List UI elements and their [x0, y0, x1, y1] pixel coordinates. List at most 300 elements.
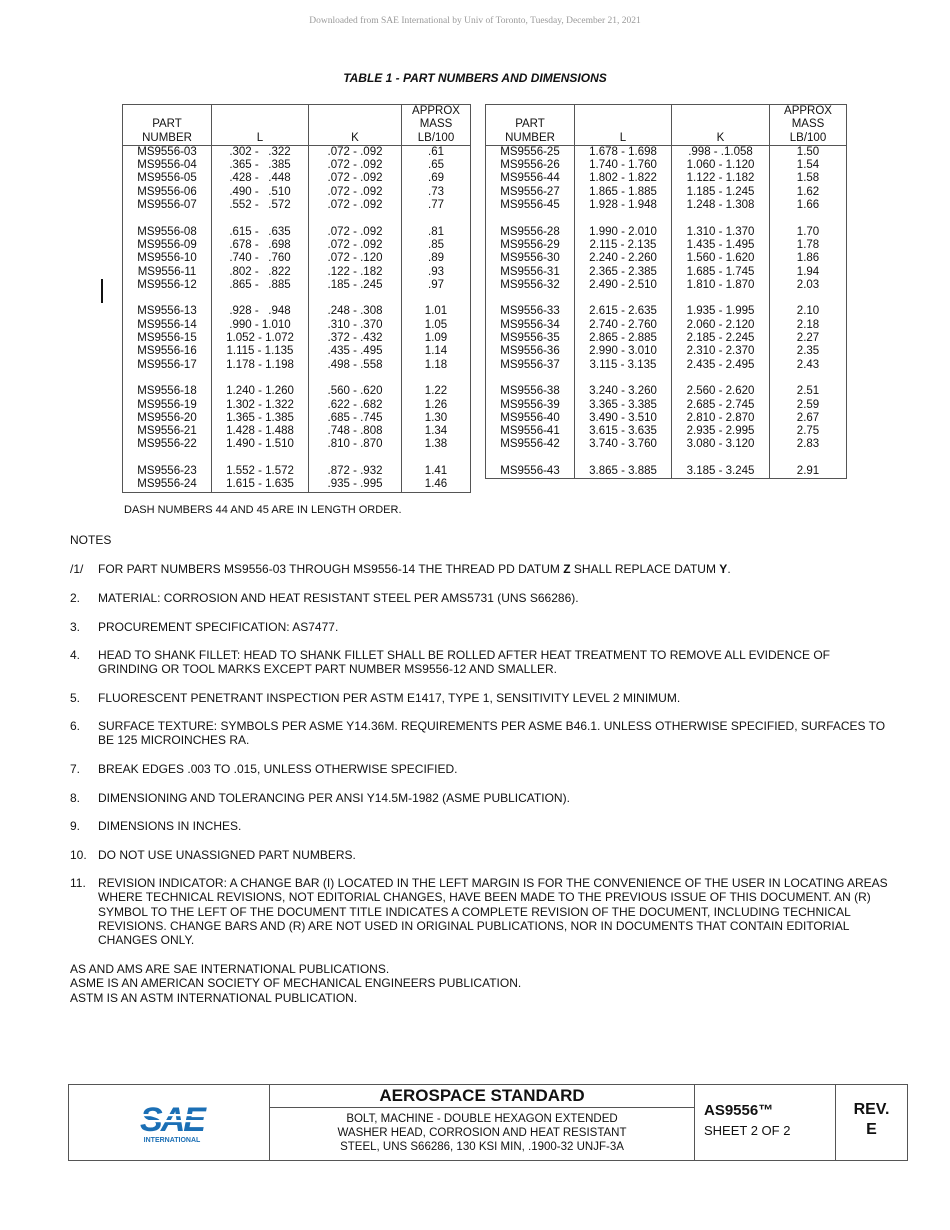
table-spacer-row: [123, 452, 471, 465]
k-cell: [309, 292, 402, 305]
mass-cell: 2.18: [770, 319, 847, 332]
l-cell: .678 - .698: [212, 239, 309, 252]
l-cell: 1.802 - 1.822: [575, 172, 672, 185]
table-row: [123, 332, 471, 345]
k-cell: .435 - .495: [309, 345, 402, 358]
table-row: [486, 279, 847, 292]
mass-cell: 2.43: [770, 359, 847, 372]
l-cell: [212, 452, 309, 465]
l-cell: .740 - .760: [212, 252, 309, 265]
part-number-cell: MS9556-39: [486, 399, 575, 412]
note-number: 6.: [70, 719, 81, 733]
table-row: [486, 478, 847, 479]
part-number-cell: MS9556-23: [123, 465, 212, 478]
mass-cell: [770, 292, 847, 305]
part-number-cell: MS9556-24: [123, 478, 212, 492]
table-row: [123, 252, 471, 265]
k-cell: [309, 372, 402, 385]
note-text: PROCUREMENT SPECIFICATION: AS7477.: [98, 620, 339, 634]
note-number: 9.: [70, 819, 81, 833]
change-bar: [101, 279, 103, 303]
mass-cell: .61: [402, 145, 471, 159]
part-number-cell: MS9556-16: [123, 345, 212, 358]
table-row: [486, 226, 847, 239]
l-cell: 2.615 - 2.635: [575, 305, 672, 318]
note-text: DIMENSIONING AND TOLERANCING PER ANSI Y14.5M-1982 (ASME PUBLICATION).: [98, 791, 570, 805]
mass-cell: 2.51: [770, 385, 847, 398]
mass-cell: .89: [402, 252, 471, 265]
col-mass: APPROX MASS LB/100: [770, 105, 847, 146]
table-spacer-row: [486, 452, 847, 465]
k-cell: 2.810 - 2.870: [672, 412, 770, 425]
l-cell: 2.990 - 3.010: [575, 345, 672, 358]
note-number: 7.: [70, 762, 81, 776]
table-row: [123, 266, 471, 279]
l-cell: .990 - 1.010: [212, 319, 309, 332]
sae-logo-icon: [137, 1099, 207, 1145]
l-cell: [575, 372, 672, 385]
part-number-cell: MS9556-27: [486, 186, 575, 199]
table-row: [123, 199, 471, 212]
k-cell: [672, 478, 770, 479]
k-cell: 2.685 - 2.745: [672, 399, 770, 412]
note-10: [70, 848, 890, 862]
note-text: DO NOT USE UNASSIGNED PART NUMBERS.: [98, 848, 356, 862]
col-part-number: PART NUMBER: [486, 105, 575, 146]
part-number-cell: [123, 212, 212, 225]
table-row: [123, 425, 471, 438]
k-cell: 2.435 - 2.495: [672, 359, 770, 372]
table-row: [123, 226, 471, 239]
col-part-number: PART NUMBER: [123, 105, 212, 146]
note-number: 10.: [70, 848, 87, 862]
l-cell: 3.115 - 3.135: [575, 359, 672, 372]
note-number: 3.: [70, 620, 81, 634]
l-cell: 3.740 - 3.760: [575, 438, 672, 451]
l-cell: 2.490 - 2.510: [575, 279, 672, 292]
table-spacer-row: [123, 292, 471, 305]
l-cell: .490 - .510: [212, 186, 309, 199]
table-title: TABLE 1 - PART NUMBERS AND DIMENSIONS: [343, 71, 607, 85]
l-cell: 1.052 - 1.072: [212, 332, 309, 345]
part-number-cell: MS9556-31: [486, 266, 575, 279]
k-cell: [672, 372, 770, 385]
k-cell: .998 - .1.058: [672, 145, 770, 159]
note-text: BREAK EDGES .003 TO .015, UNLESS OTHERWISE SPECIFIED.: [98, 762, 458, 776]
k-cell: .072 - .092: [309, 186, 402, 199]
l-cell: .615 - .635: [212, 226, 309, 239]
l-cell: [212, 372, 309, 385]
k-cell: 1.310 - 1.370: [672, 226, 770, 239]
l-cell: 3.365 - 3.385: [575, 399, 672, 412]
mass-cell: 1.41: [402, 465, 471, 478]
table-header-row: [486, 105, 847, 146]
mass-cell: 2.27: [770, 332, 847, 345]
rev-value: E: [866, 1121, 877, 1138]
k-cell: .560 - .620: [309, 385, 402, 398]
title-cell: [270, 1085, 695, 1160]
part-number-cell: MS9556-33: [486, 305, 575, 318]
title-block: [68, 1084, 908, 1161]
note-text: DIMENSIONS IN INCHES.: [98, 819, 242, 833]
mass-cell: 1.70: [770, 226, 847, 239]
table-row: [486, 412, 847, 425]
table-row: [486, 399, 847, 412]
part-table-left: [122, 104, 471, 493]
k-cell: 2.935 - 2.995: [672, 425, 770, 438]
doc-number-cell: [695, 1085, 836, 1160]
l-cell: 3.865 - 3.885: [575, 465, 672, 478]
k-cell: .122 - .182: [309, 266, 402, 279]
mass-cell: 1.58: [770, 172, 847, 185]
part-number-cell: MS9556-04: [123, 159, 212, 172]
table-row: [486, 319, 847, 332]
k-cell: 2.060 - 2.120: [672, 319, 770, 332]
part-number-cell: [123, 452, 212, 465]
mass-cell: [402, 292, 471, 305]
note-3: [70, 620, 890, 634]
part-number-cell: MS9556-03: [123, 145, 212, 159]
note-2: [70, 591, 890, 605]
mass-cell: .69: [402, 172, 471, 185]
part-number-cell: MS9556-41: [486, 425, 575, 438]
note-text: HEAD TO SHANK FILLET: HEAD TO SHANK FILLET SHALL BE ROLLED AFTER HEAT TREATMENT TO REMOVE ALL EVIDENCE OF GRINDING OR TOOL MARKS EXCEPT PART NUMBER MS9556-12 AND SMALLER.: [98, 648, 830, 677]
mass-cell: .65: [402, 159, 471, 172]
table-row: [486, 145, 847, 159]
note-11: [70, 876, 890, 947]
table-header-row: [123, 105, 471, 146]
table-row: [123, 159, 471, 172]
l-cell: 3.240 - 3.260: [575, 385, 672, 398]
mass-cell: [770, 478, 847, 479]
part-number-cell: MS9556-36: [486, 345, 575, 358]
k-cell: .372 - .432: [309, 332, 402, 345]
part-number-cell: [486, 478, 575, 479]
note-4: [70, 648, 890, 677]
part-number-cell: MS9556-11: [123, 266, 212, 279]
l-cell: 1.240 - 1.260: [212, 385, 309, 398]
l-cell: 1.678 - 1.698: [575, 145, 672, 159]
k-cell: .872 - .932: [309, 465, 402, 478]
mass-cell: 1.66: [770, 199, 847, 212]
note-number: 4.: [70, 648, 81, 662]
l-cell: 1.552 - 1.572: [212, 465, 309, 478]
part-number-cell: MS9556-25: [486, 145, 575, 159]
k-cell: .072 - .092: [309, 159, 402, 172]
table-row: [486, 199, 847, 212]
table-row: [123, 305, 471, 318]
mass-cell: 1.54: [770, 159, 847, 172]
k-cell: 2.310 - 2.370: [672, 345, 770, 358]
k-cell: .248 - .308: [309, 305, 402, 318]
table-row: [123, 145, 471, 159]
k-cell: 2.560 - 2.620: [672, 385, 770, 398]
part-number-cell: MS9556-06: [123, 186, 212, 199]
part-number-cell: MS9556-40: [486, 412, 575, 425]
notes-heading: NOTES: [70, 533, 112, 547]
part-number-cell: MS9556-29: [486, 239, 575, 252]
k-cell: 1.122 - 1.182: [672, 172, 770, 185]
table-row: [123, 465, 471, 478]
l-cell: .802 - .822: [212, 266, 309, 279]
part-number-cell: MS9556-35: [486, 332, 575, 345]
publication-line: ASME IS AN AMERICAN SOCIETY OF MECHANICAL ENGINEERS PUBLICATION.: [70, 976, 522, 991]
mass-cell: 1.34: [402, 425, 471, 438]
mass-cell: 1.38: [402, 438, 471, 451]
table-row: [123, 399, 471, 412]
k-cell: .685 - .745: [309, 412, 402, 425]
part-number-cell: [486, 452, 575, 465]
l-cell: [212, 292, 309, 305]
note-number: 2.: [70, 591, 81, 605]
rev-label: REV.: [853, 1101, 890, 1118]
l-cell: 1.178 - 1.198: [212, 359, 309, 372]
l-cell: 2.115 - 2.135: [575, 239, 672, 252]
note-6: [70, 719, 890, 748]
l-cell: 1.115 - 1.135: [212, 345, 309, 358]
l-cell: 1.615 - 1.635: [212, 478, 309, 492]
part-number-cell: MS9556-15: [123, 332, 212, 345]
note-5: [70, 691, 890, 705]
doc-number: AS9556™: [704, 1102, 774, 1119]
table-row: [123, 186, 471, 199]
table-row: [486, 305, 847, 318]
k-cell: .072 - .092: [309, 145, 402, 159]
k-cell: 1.560 - 1.620: [672, 252, 770, 265]
note-7: [70, 762, 890, 776]
mass-cell: 2.35: [770, 345, 847, 358]
l-cell: 1.865 - 1.885: [575, 186, 672, 199]
mass-cell: 1.86: [770, 252, 847, 265]
table-row: [123, 385, 471, 398]
k-cell: .310 - .370: [309, 319, 402, 332]
publication-line: AS AND AMS ARE SAE INTERNATIONAL PUBLICATIONS.: [70, 962, 390, 976]
l-cell: 2.365 - 2.385: [575, 266, 672, 279]
col-k: K: [309, 105, 402, 146]
part-number-cell: MS9556-20: [123, 412, 212, 425]
table-row: [486, 465, 847, 478]
k-cell: 1.435 - 1.495: [672, 239, 770, 252]
k-cell: 1.685 - 1.745: [672, 266, 770, 279]
k-cell: .622 - .682: [309, 399, 402, 412]
k-cell: [672, 212, 770, 225]
part-number-cell: MS9556-19: [123, 399, 212, 412]
note-text: MATERIAL: CORROSION AND HEAT RESISTANT STEEL PER AMS5731 (UNS S66286).: [98, 591, 579, 605]
l-cell: [575, 292, 672, 305]
k-cell: [309, 452, 402, 465]
mass-cell: [770, 212, 847, 225]
l-cell: 3.615 - 3.635: [575, 425, 672, 438]
l-cell: .428 - .448: [212, 172, 309, 185]
part-number-cell: MS9556-42: [486, 438, 575, 451]
table-row: [486, 425, 847, 438]
mass-cell: 1.22: [402, 385, 471, 398]
col-k: K: [672, 105, 770, 146]
mass-cell: [402, 452, 471, 465]
mass-cell: [770, 452, 847, 465]
standard-heading: AEROSPACE STANDARD: [270, 1085, 694, 1108]
mass-cell: [402, 372, 471, 385]
note-8: [70, 791, 890, 805]
dash-note: DASH NUMBERS 44 AND 45 ARE IN LENGTH ORDER.: [124, 504, 402, 516]
part-number-cell: MS9556-05: [123, 172, 212, 185]
l-cell: 1.365 - 1.385: [212, 412, 309, 425]
part-number-cell: MS9556-18: [123, 385, 212, 398]
l-cell: [575, 452, 672, 465]
k-cell: .072 - .092: [309, 226, 402, 239]
table-row: [123, 359, 471, 372]
l-cell: 1.428 - 1.488: [212, 425, 309, 438]
part-number-cell: MS9556-37: [486, 359, 575, 372]
table-spacer-row: [123, 212, 471, 225]
table-row: [123, 172, 471, 185]
table-spacer-row: [486, 292, 847, 305]
part-number-cell: [123, 292, 212, 305]
description-line: BOLT, MACHINE - DOUBLE HEXAGON EXTENDED: [346, 1113, 618, 1125]
part-number-cell: [123, 372, 212, 385]
mass-cell: 1.50: [770, 145, 847, 159]
publications: [70, 962, 521, 1005]
part-number-cell: MS9556-07: [123, 199, 212, 212]
mass-cell: 1.01: [402, 305, 471, 318]
part-number-cell: MS9556-22: [123, 438, 212, 451]
part-table-right: [485, 104, 847, 479]
l-cell: [212, 212, 309, 225]
sae-logo-cell: [69, 1085, 270, 1160]
table-spacer-row: [486, 212, 847, 225]
part-number-cell: MS9556-38: [486, 385, 575, 398]
part-number-cell: MS9556-17: [123, 359, 212, 372]
table-row: [123, 438, 471, 451]
k-cell: .072 - .120: [309, 252, 402, 265]
l-cell: [575, 212, 672, 225]
part-number-cell: MS9556-13: [123, 305, 212, 318]
l-cell: .365 - .385: [212, 159, 309, 172]
l-cell: 1.928 - 1.948: [575, 199, 672, 212]
publication-line: ASTM IS AN ASTM INTERNATIONAL PUBLICATION.: [70, 990, 358, 1005]
mass-cell: [402, 212, 471, 225]
mass-cell: [770, 372, 847, 385]
k-cell: [672, 452, 770, 465]
l-cell: 1.490 - 1.510: [212, 438, 309, 451]
l-cell: .302 - .322: [212, 145, 309, 159]
k-cell: .498 - .558: [309, 359, 402, 372]
part-number-cell: MS9556-14: [123, 319, 212, 332]
k-cell: 3.080 - 3.120: [672, 438, 770, 451]
part-number-cell: MS9556-45: [486, 199, 575, 212]
k-cell: 1.810 - 1.870: [672, 279, 770, 292]
mass-cell: 2.59: [770, 399, 847, 412]
k-cell: 3.185 - 3.245: [672, 465, 770, 478]
table-row: [486, 266, 847, 279]
part-number-cell: MS9556-34: [486, 319, 575, 332]
table-row: [123, 345, 471, 358]
k-cell: .935 - .995: [309, 478, 402, 492]
k-cell: 1.935 - 1.995: [672, 305, 770, 318]
table-row: [486, 239, 847, 252]
note-9: [70, 819, 890, 833]
part-number-cell: MS9556-21: [123, 425, 212, 438]
k-cell: .072 - .092: [309, 172, 402, 185]
note-text: SURFACE TEXTURE: SYMBOLS PER ASME Y14.36M. REQUIREMENTS PER ASME B46.1. UNLESS OTHERWISE SPECIFIED, SURFACES TO BE 125 MICROINCHES RA.: [98, 719, 886, 748]
mass-cell: 1.26: [402, 399, 471, 412]
k-cell: 1.248 - 1.308: [672, 199, 770, 212]
mass-cell: 1.05: [402, 319, 471, 332]
table-row: [486, 159, 847, 172]
col-l: L: [212, 105, 309, 146]
note-number: 5.: [70, 691, 81, 705]
description-line: WASHER HEAD, CORROSION AND HEAT RESISTANT: [337, 1127, 627, 1139]
k-cell: 1.060 - 1.120: [672, 159, 770, 172]
download-notice: Downloaded from SAE International by Univ of Toronto, Tuesday, December 21, 2021: [309, 16, 641, 26]
k-cell: 1.185 - 1.245: [672, 186, 770, 199]
mass-cell: 1.46: [402, 478, 471, 492]
part-number-cell: MS9556-12: [123, 279, 212, 292]
part-number-cell: MS9556-26: [486, 159, 575, 172]
part-number-cell: [486, 292, 575, 305]
table-row: [486, 438, 847, 451]
table-row: [486, 359, 847, 372]
mass-cell: .77: [402, 199, 471, 212]
part-number-cell: [486, 372, 575, 385]
part-description: [270, 1108, 694, 1154]
l-cell: .552 - .572: [212, 199, 309, 212]
l-cell: 1.302 - 1.322: [212, 399, 309, 412]
mass-cell: .81: [402, 226, 471, 239]
sheet-number: SHEET 2 OF 2: [704, 1123, 791, 1138]
k-cell: .072 - .092: [309, 199, 402, 212]
l-cell: .865 - .885: [212, 279, 309, 292]
mass-cell: 2.67: [770, 412, 847, 425]
part-number-cell: MS9556-30: [486, 252, 575, 265]
logo-subtext: INTERNATIONAL: [143, 1137, 201, 1144]
table-row: [486, 345, 847, 358]
revision-cell: [836, 1085, 907, 1160]
part-number-cell: MS9556-32: [486, 279, 575, 292]
table-row: [123, 239, 471, 252]
k-cell: .185 - .245: [309, 279, 402, 292]
note-text: REVISION INDICATOR: A CHANGE BAR (I) LOCATED IN THE LEFT MARGIN IS FOR THE CONVENIENCE OF THE USER IN LOCATING AREAS WHERE TECHNICAL REVISIONS, NOT EDITORIAL CHANGES, HAVE BEEN MADE TO THE PREVIOUS ISSUE OF THIS DOCUMENT. AN (R) SYMBOL TO THE LEFT OF THE DOCUMENT TITLE INDICATES A COMPLETE REVISION OF THE DOCUMENT, INCLUDING TECHNICAL REVISIONS. CHANGE BARS AND (R) ARE NOT USED IN ORIGINAL PUBLICATIONS, NOR IN DOCUMENTS THAT CONTAIN EDITORIAL CHANGES ONLY.: [98, 876, 888, 948]
part-number-cell: MS9556-44: [486, 172, 575, 185]
mass-cell: 1.62: [770, 186, 847, 199]
table-row: [486, 252, 847, 265]
mass-cell: .97: [402, 279, 471, 292]
mass-cell: 1.94: [770, 266, 847, 279]
mass-cell: 1.30: [402, 412, 471, 425]
k-cell: [309, 212, 402, 225]
l-cell: 1.740 - 1.760: [575, 159, 672, 172]
mass-cell: .93: [402, 266, 471, 279]
l-cell: 2.240 - 2.260: [575, 252, 672, 265]
mass-cell: 1.18: [402, 359, 471, 372]
note-text: FLUORESCENT PENETRANT INSPECTION PER ASTM E1417, TYPE 1, SENSITIVITY LEVEL 2 MINIMUM.: [98, 691, 681, 705]
table-row: [123, 319, 471, 332]
l-cell: 1.990 - 2.010: [575, 226, 672, 239]
table-row: [123, 478, 471, 492]
l-cell: 2.740 - 2.760: [575, 319, 672, 332]
part-number-cell: MS9556-08: [123, 226, 212, 239]
mass-cell: 2.91: [770, 465, 847, 478]
table-row: [123, 279, 471, 292]
table-spacer-row: [123, 372, 471, 385]
l-cell: 2.865 - 2.885: [575, 332, 672, 345]
note-text: FOR PART NUMBERS MS9556-03 THROUGH MS9556-14 THE THREAD PD DATUM Z SHALL REPLACE DATUM Y.: [98, 562, 731, 576]
mass-cell: 1.78: [770, 239, 847, 252]
mass-cell: 1.14: [402, 345, 471, 358]
k-cell: 2.185 - 2.245: [672, 332, 770, 345]
table-spacer-row: [486, 372, 847, 385]
note-number: 8.: [70, 791, 81, 805]
